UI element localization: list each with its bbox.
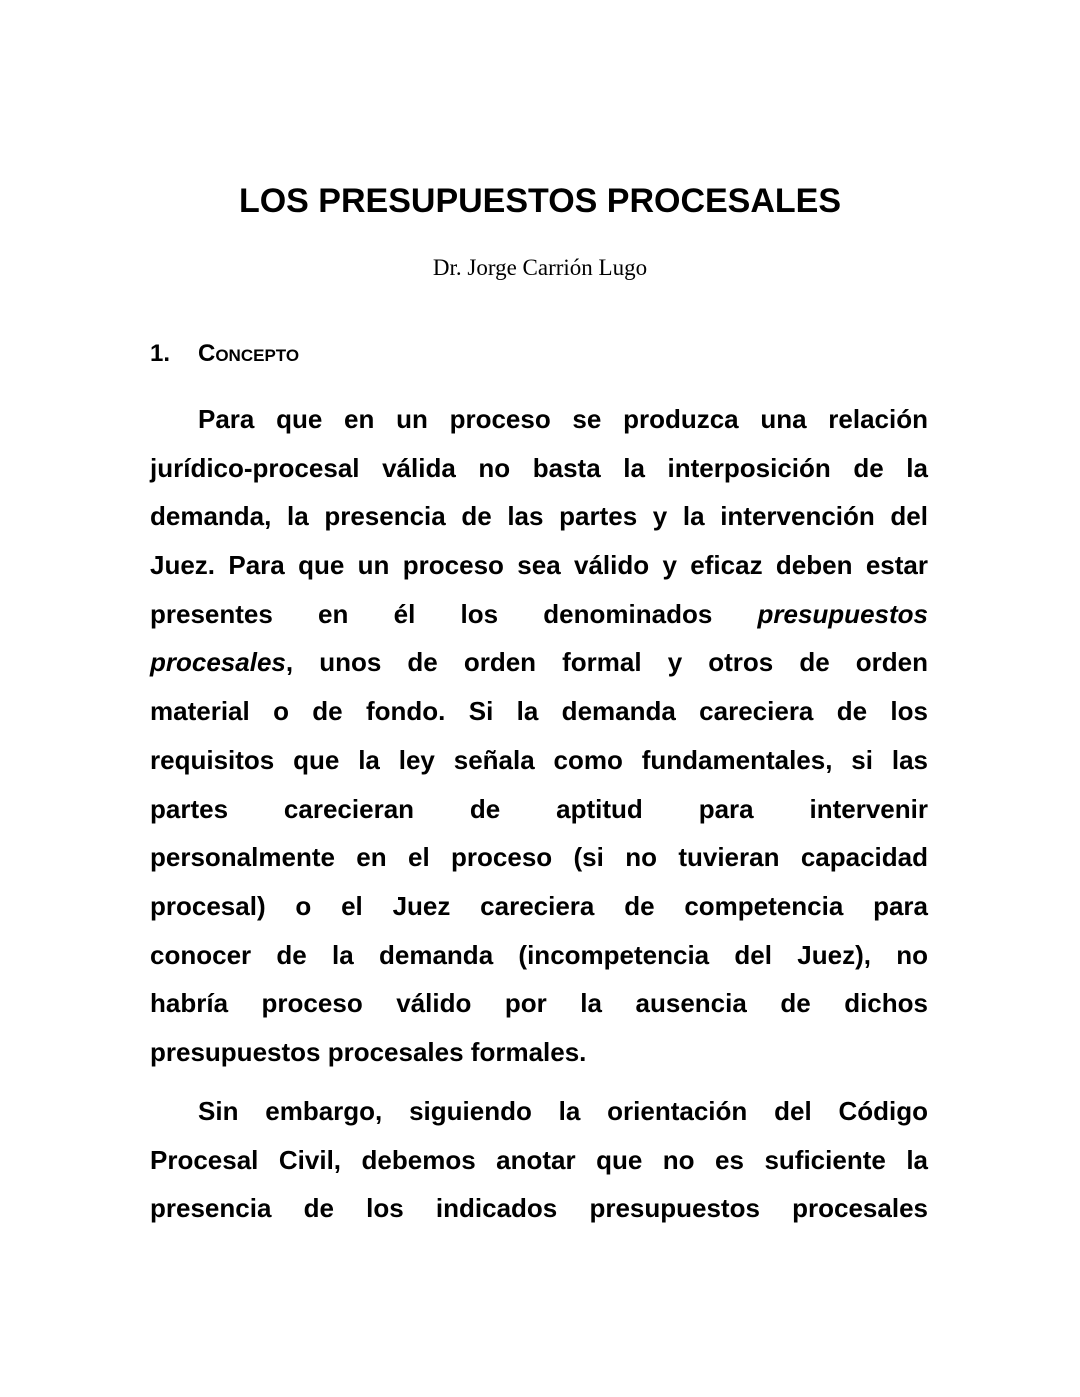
text-segment: presencia de los indicados presupuestos procesales: [150, 1193, 928, 1224]
section-number: 1.: [150, 340, 171, 367]
text-line: [150, 444, 928, 493]
text-line: [150, 492, 928, 541]
text-segment: Sin embargo, siguiendo la orientación del Código: [198, 1096, 928, 1126]
text-line: [150, 979, 928, 1028]
text-line: [150, 1028, 928, 1077]
section-title: Concepto: [198, 340, 300, 367]
text-segment: partes carecieran de aptitud para intervenir: [150, 793, 928, 824]
italic-text: presupuestos: [757, 598, 928, 629]
document-title: LOS PRESUPUESTOS PROCESALES: [238, 182, 842, 220]
text-line: [150, 1136, 928, 1185]
text-segment: material o de fondo. Si la demanda careciera de los: [150, 696, 928, 727]
text-segment: conocer de la demanda (incompetencia del Juez), no: [150, 939, 928, 970]
text-segment: Juez. Para que un proceso sea válido y eficaz deben estar: [150, 550, 928, 581]
section-heading: [150, 340, 299, 368]
document-author: Dr. Jorge Carrión Lugo: [432, 255, 648, 280]
text-line: [150, 1087, 928, 1136]
text-segment: procesal) o el Juez careciera de competencia para: [150, 890, 928, 921]
text-line: [150, 687, 928, 736]
text-line: [150, 395, 928, 444]
text-segment: presupuestos procesales formales.: [150, 1036, 587, 1067]
text-segment: Para que en un proceso se produzca una relación: [198, 404, 928, 434]
text-line: [150, 833, 928, 882]
italic-text: procesales: [150, 647, 286, 678]
text-segment: requisitos que la ley señala como fundamentales, si las: [150, 744, 928, 775]
paragraph-1: [150, 395, 928, 1077]
text-segment: habría proceso válido por la ausencia de dichos: [150, 988, 928, 1019]
text-line: [150, 785, 928, 834]
text-line: [150, 638, 928, 687]
paragraph-2: [150, 1087, 928, 1233]
text-line: [150, 882, 928, 931]
text-segment: Procesal Civil, debemos anotar que no es suficiente la: [150, 1144, 928, 1175]
text-line: [150, 1184, 928, 1233]
text-segment: presentes en él los denominados: [150, 598, 758, 629]
text-segment: jurídico-procesal válida no basta la interposición de la: [150, 452, 928, 483]
text-segment: demanda, la presencia de las partes y la intervención del: [150, 501, 928, 532]
text-segment: , unos de orden formal y otros de orden: [285, 647, 928, 678]
text-line: [150, 931, 928, 980]
text-line: [150, 541, 928, 590]
text-segment: personalmente en el proceso (si no tuvieran capacidad: [150, 842, 928, 873]
text-line: [150, 590, 928, 639]
text-line: [150, 736, 928, 785]
